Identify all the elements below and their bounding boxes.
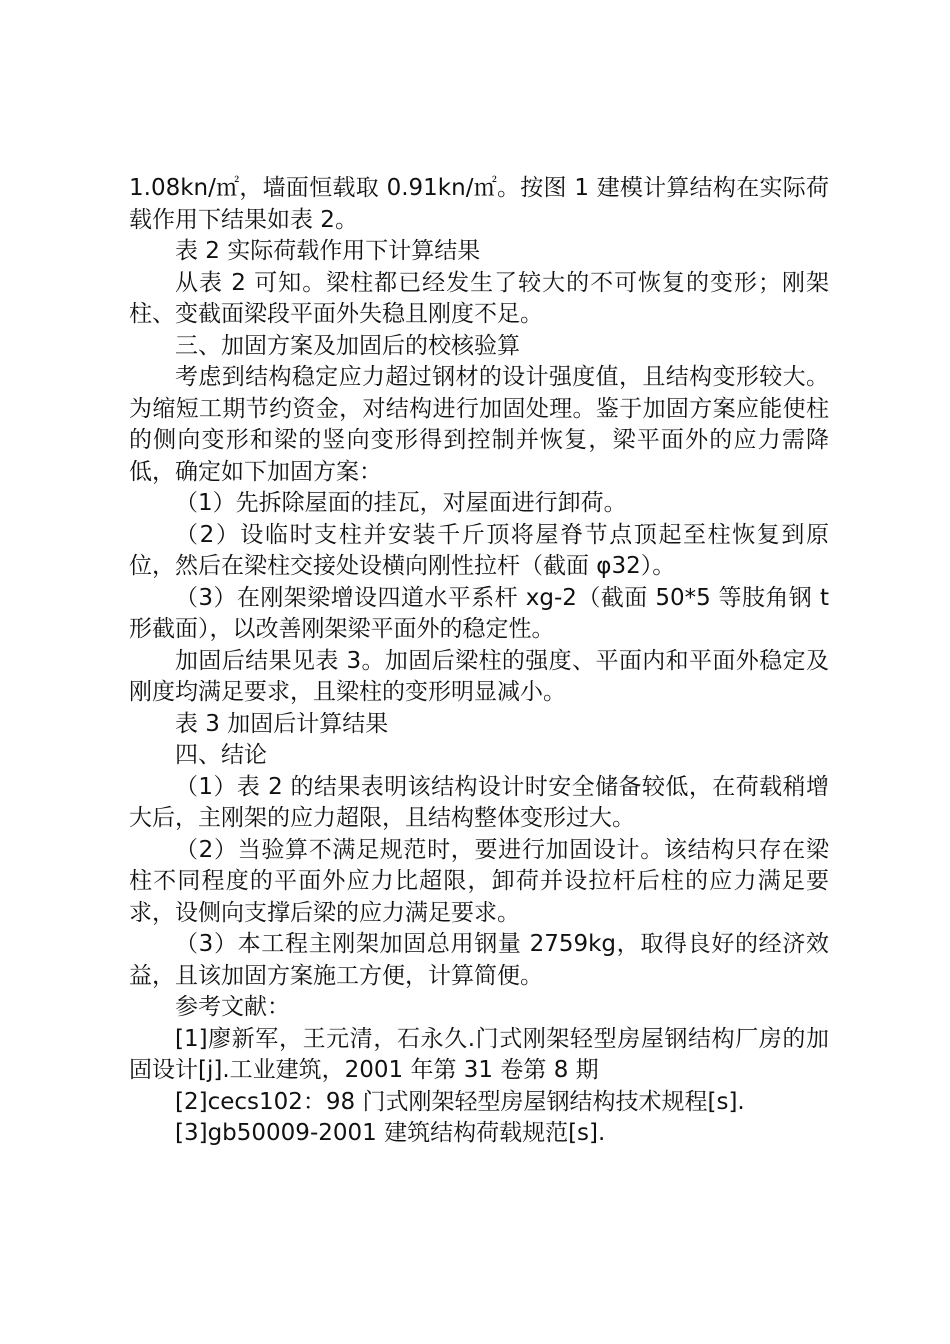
reference-2: [2]cecs102：98 门式刚架轻型房屋钢结构技术规程[s]. <box>175 1088 745 1115</box>
document-body <box>129 173 829 1150</box>
list-item-2: （2）设临时支柱并安装千斤顶将屋脊节点顶起至柱恢复到原位，然后在梁柱交接处设横向刚性拉杆（截面 φ32）。 <box>129 521 829 579</box>
paragraph-reinforcement-rationale: 考虑到结构稳定应力超过钢材的设计强度值，且结构变形较大。为缩短工期节约资金，对结构进行加固处理。鉴于加固方案应能使柱的侧向变形和梁的竖向变形得到控制并恢复，梁平面外的应力需降低，确定如下加固方案： <box>129 364 829 485</box>
conclusion-item-2: （2）当验算不满足规范时，要进行加固设计。该结构只存在梁柱不同程度的平面外应力比超限，卸荷并设拉杆后柱的应力满足要求，设侧向支撑后梁的应力满足要求。 <box>129 836 829 926</box>
list-item-3: （3）在刚架梁增设四道水平系杆 xg-2（截面 50*5 等肢角钢 t 形截面），以改善刚架梁平面外的稳定性。 <box>129 584 829 642</box>
paragraph-load-continuation: 1.08kn/㎡，墙面恒载取 0.91kn/㎡。按图 1 建模计算结构在实际荷载作用下结果如表 2。 <box>129 175 829 233</box>
reference-3: [3]gb50009-2001 建筑结构荷载规范[s]. <box>175 1120 606 1146</box>
list-item-1: （1）先拆除屋面的挂瓦，对屋面进行卸荷。 <box>175 490 627 516</box>
conclusion-item-1: （1）表 2 的结果表明该结构设计时安全储备较低，在荷载稍增大后，主刚架的应力超限，且结构整体变形过大。 <box>129 773 829 831</box>
section-heading-3: 三、加固方案及加固后的校核验算 <box>175 332 520 359</box>
references-heading: 参考文献： <box>175 994 290 1020</box>
paragraph-table-2-analysis: 从表 2 可知。梁柱都已经发生了较大的不可恢复的变形；刚架柱、变截面梁段平面外失稳且刚度不足。 <box>129 269 829 327</box>
table-2-caption: 表 2 实际荷载作用下计算结果 <box>175 238 481 264</box>
section-heading-4: 四、结论 <box>175 742 267 768</box>
reference-1: [1]廖新军，王元清，石永久.门式刚架轻型房屋钢结构厂房的加固设计[j].工业建筑，2001 年第 31 卷第 8 期 <box>129 1025 829 1083</box>
conclusion-item-3: （3）本工程主刚架加固总用钢量 2759kg，取得良好的经济效益，且该加固方案施工方便，计算简便。 <box>129 931 829 989</box>
paragraph-after-reinforcement: 加固后结果见表 3。加固后梁柱的强度、平面内和平面外稳定及刚度均满足要求，且梁柱的变形明显减小。 <box>129 647 829 705</box>
table-3-caption: 表 3 加固后计算结果 <box>175 710 389 737</box>
